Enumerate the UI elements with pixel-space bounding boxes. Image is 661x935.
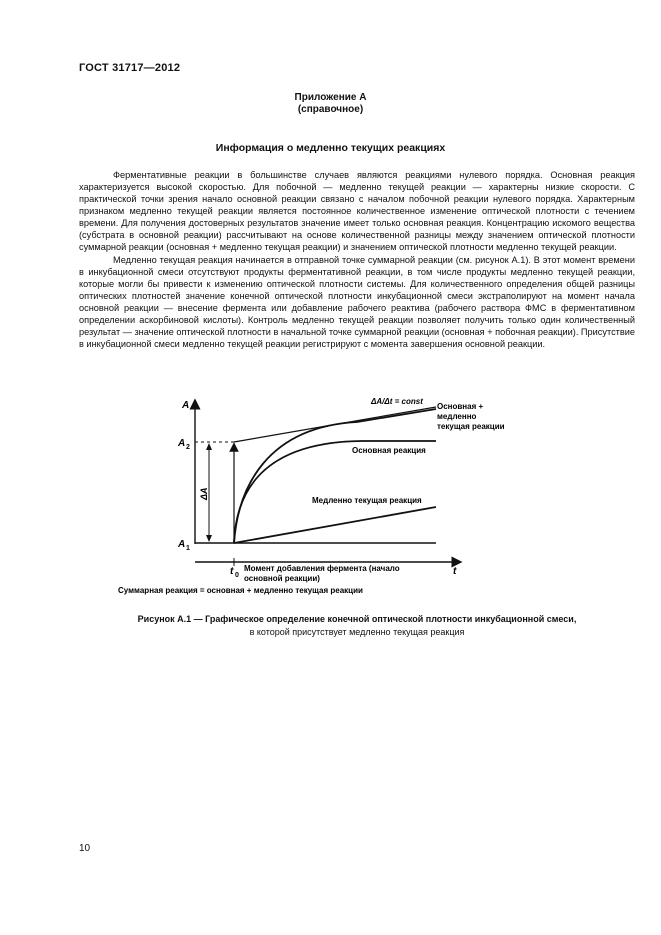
sum-curve-label-3: текущая реакции xyxy=(437,422,505,431)
main-curve-label: Основная реакция xyxy=(352,446,426,455)
sum-curve-label-2: медленно xyxy=(437,412,477,421)
sum-reaction-curve xyxy=(234,409,436,543)
appendix-title: Приложение А xyxy=(294,92,367,103)
paragraph-2: Медленно текущая реакция начинается в отправной точке суммарной реакции (см. рисунок А.1). В этот момент времени в инкубационной смеси отсутствуют продукты ферментативной реакции, в том числе продукты медленно текущей реакции, которые могли бы привести к изменению оптической плотности системы. Для количественного определения общей разницы оптических плотностей значение конечной оптической плотности инкубационной смеси экстраполируют на момент начала основной реакции — внесение фермента или добавление рабочего реактива (рабочего раствора ФМС в ферментативном определении аскорбиновой кислоты). Контроль медленно текущей реакции позволяет получить только один количественный результат — значение оптической плотности в начальной точке суммарной реакции (основная + побочная реакции). Присутствие в инкубационной смеси медленно текущей реакции регистрируют с момента завершения основной реакции. xyxy=(79,254,635,350)
t0-label: t xyxy=(230,566,234,577)
sum-curve-label-1: Основная + xyxy=(437,402,484,411)
t0-desc-2: основной реакции) xyxy=(244,574,320,583)
caption-sub: в которой присутствует медленно текущая реакция xyxy=(249,627,465,637)
caption-main: Рисунок А.1 — Графическое определение конечной оптической плотности инкубационной смеси, xyxy=(137,614,577,624)
x-axis-label: t xyxy=(453,566,457,577)
figure-a1 xyxy=(118,392,505,602)
t0-desc-1: Момент добавления фермента (начало xyxy=(244,564,400,573)
slow-reaction-line xyxy=(234,507,436,543)
section-title: Информация о медленно текущих реакциях xyxy=(215,142,446,154)
sum-desc: Суммарная реакция = основная + медленно текущая реакции xyxy=(118,586,363,595)
appendix-subtitle: (справочное) xyxy=(297,104,364,115)
y-axis-label: A xyxy=(182,400,190,411)
a2-label: A xyxy=(178,438,186,449)
a1-label: A xyxy=(178,539,186,550)
t0-sub: 0 xyxy=(235,572,239,579)
paragraph-1: Ферментативные реакции в большинстве случаев являются реакциями нулевого порядка. Основная реакция характеризуется высокой скоростью. Для побочной — медленно текущей реакции — характерны низкие скорости. С практической точки зрения начало основной реакции связано с началом побочной реакции нулевого порядка. Характерным признаком медленно текущей реакции является постоянное количественное изменение оптической плотности с течением времени. Для получения достоверных результатов значение имеет только основная реакция. Концентрацию искомого вещества (субстрата в основной реакции) рассчитывают на основе количественной разницы между значением оптической плотности суммарной реакции (основная + медленно текущая реакции) и значением оптической плотности медленно текущей реакции. xyxy=(79,170,635,253)
body-text xyxy=(79,169,635,351)
main-reaction-curve xyxy=(234,441,436,543)
document-header: ГОСТ 31717—2012 xyxy=(79,62,181,74)
page-number: 10 xyxy=(79,843,91,854)
appendix-heading xyxy=(0,92,661,116)
extrapolation-line xyxy=(234,407,436,442)
a2-sub: 2 xyxy=(186,444,190,451)
slope-label: ΔA/Δt = const xyxy=(371,397,423,406)
figure-caption xyxy=(79,613,635,639)
a1-sub: 1 xyxy=(186,545,190,552)
slow-line-label: Медленно текущая реакция xyxy=(312,496,422,505)
reaction-diagram xyxy=(118,392,505,602)
delta-a-label: ΔA xyxy=(199,487,209,500)
